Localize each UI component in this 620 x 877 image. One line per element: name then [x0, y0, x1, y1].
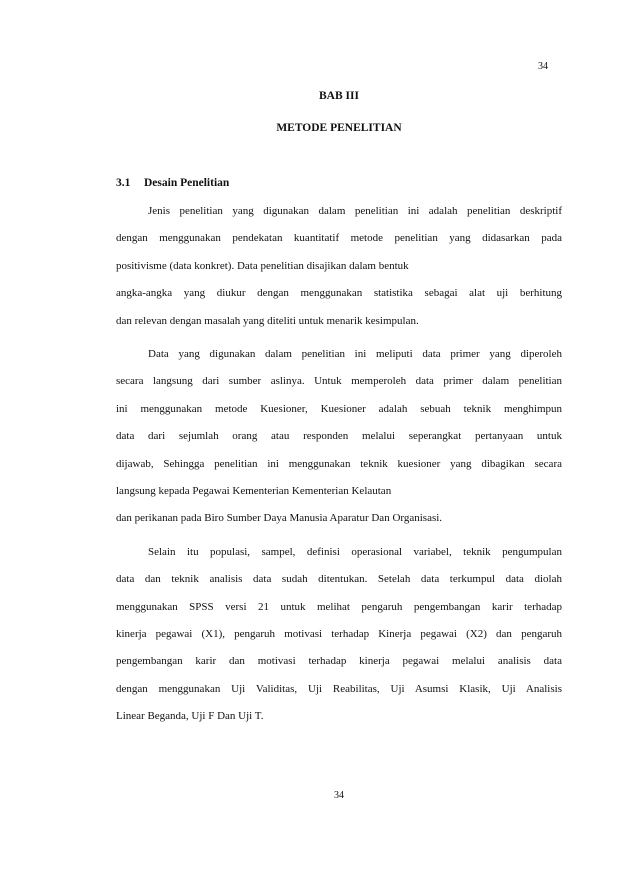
- paragraph-line: angka-angka yang diukur dengan menggunakan statistika sebagai alat uji berhitung: [116, 287, 562, 300]
- paragraph-line: menggunakan SPSS versi 21 untuk melihat pengaruh pengembangan karir terhadap: [116, 600, 562, 613]
- paragraph-line: Selain itu populasi, sampel, definisi operasional variabel, teknik pengumpulan: [148, 545, 562, 558]
- page-number-bottom: 34: [334, 790, 344, 801]
- section-number: 3.1: [116, 177, 131, 189]
- paragraph-line: dengan menggunakan Uji Validitas, Uji Reabilitas, Uji Asumsi Klasik, Uji Analisis: [116, 682, 562, 695]
- paragraph-2: [116, 341, 562, 533]
- chapter-title: METODE PENELITIAN: [276, 122, 402, 134]
- paragraph-line: pengembangan karir dan motivasi terhadap kinerja pegawai melalui analisis data: [116, 655, 562, 668]
- paragraph-3: [116, 539, 562, 731]
- paragraph-line: langsung kepada Pegawai Kementerian Kementerian Kelautan: [116, 484, 392, 497]
- body-text: [116, 198, 562, 731]
- section-heading: [116, 177, 229, 189]
- paragraph-line: Linear Beganda, Uji F Dan Uji T.: [116, 710, 264, 723]
- section-title: Desain Penelitian: [144, 177, 230, 189]
- paragraph-line: kinerja pegawai (X1), pengaruh motivasi terhadap Kinerja pegawai (X2) dan pengaruh: [116, 627, 562, 640]
- page-number-top: 34: [538, 61, 548, 72]
- chapter-label: BAB III: [319, 90, 359, 102]
- paragraph-line: Data yang digunakan dalam penelitian ini meliputi data primer yang diperoleh: [148, 347, 562, 360]
- paragraph-line: secara langsung dari sumber aslinya. Untuk memperoleh data primer dalam penelitian: [116, 375, 562, 388]
- paragraph-line: data dari sejumlah orang atau responden melalui seperangkat pertanyaan untuk: [116, 430, 562, 443]
- paragraph-line: dan perikanan pada Biro Sumber Daya Manusia Aparatur Dan Organisasi.: [116, 512, 443, 525]
- paragraph-line: Jenis penelitian yang digunakan dalam penelitian ini adalah penelitian deskriptif: [148, 205, 562, 217]
- paragraph-line: ini menggunakan metode Kuesioner, Kuesioner adalah sebuah teknik menghimpun: [116, 402, 562, 415]
- paragraph-line: data dan teknik analisis data sudah ditentukan. Setelah data terkumpul data diolah: [116, 573, 562, 586]
- paragraph-line: dengan menggunakan pendekatan kuantitatif metode penelitian yang didasarkan pada: [116, 232, 562, 245]
- paragraph-line: dan relevan dengan masalah yang diteliti untuk menarik kesimpulan.: [116, 314, 419, 327]
- paragraph-1: [116, 198, 562, 335]
- paragraph-line: positivisme (data konkret). Data penelitian disajikan dalam bentuk: [116, 259, 409, 272]
- paragraph-line: dijawab, Sehingga penelitian ini menggunakan teknik kuesioner yang dibagikan secara: [116, 457, 562, 470]
